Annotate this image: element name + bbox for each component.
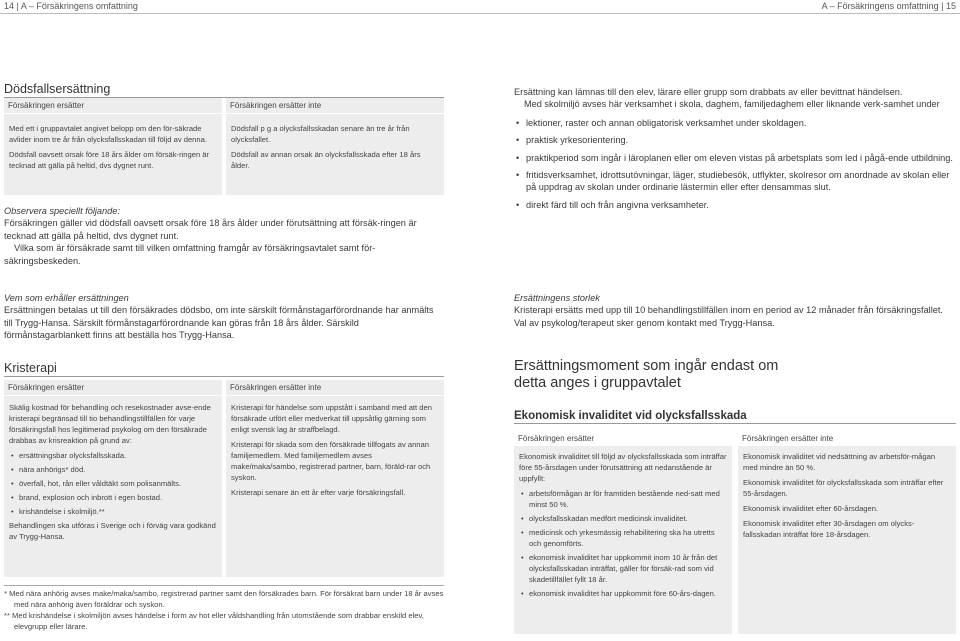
list-item: • praktikperiod som ingår i läroplanen eller om eleven vistas på arbetsplats som led i pågå-ende utbildning. [514,152,956,164]
dodsfall-not-covered-head: Försäkringen ersätter inte [226,98,444,114]
kristerapi-not-covered-box [226,380,444,577]
skolmiljo-list [514,117,956,211]
header-right: A – Försäkringens omfattning | 15 [821,1,956,11]
dodsfall-observe [4,205,444,267]
ekonomisk-not-covered-p2: Ekonomisk invaliditet för olycksfallsskada som inträffar efter 55-årsdagen. [743,478,944,498]
kristerapi-covered-head: Försäkringen ersätter [4,380,222,396]
moment-title-line-1: Ersättningsmoment som ingår endast om [514,358,779,374]
skolmiljo-intro-2: Med skolmiljö avses här verksamhet i skola, daghem, familjedaghem eller liknande verk-samhet under [524,99,940,110]
storlek-section [514,292,956,329]
ekonomisk-not-covered-box [738,446,956,634]
who-text: Ersättningen betalas ut till den försäkrades dödsbo, om inte särskilt förmånstagarförordnande har anmälts till Trygg-Hansa. Särskilt förmånstagarförordnande kan göras från 18 års ålder. Särskild förmånstagarblankett finns att beställa hos Trygg-Hansa. [4,305,434,341]
list-item: • arbetsförmågan är för framtiden bestående ned-satt med minst 50 %. [519,488,727,510]
list-item: • ekonomisk invaliditet har uppkommit inom 10 år från det olycksfallsskadan inträffat, gäller för försäk-rad som vid skadetillfället fyllt 18 år. [519,552,727,585]
dodsfall-who [4,292,444,342]
dodsfall-not-covered-box [226,98,444,195]
kristerapi-not-covered-p3: Kristerapi senare än ett år efter varje försäkringsfall. [231,488,406,497]
ekonomisk-section [514,410,956,424]
page-header [0,0,960,14]
list-item: • fritidsverksamhet, idrottsutövningar, läger, studiebesök, utflykter, skolresor om anordnade av skolan eller på uppdrag av skolan under ordinarie lästermin eller efter densammas slut. [514,169,956,194]
moment-title-line-2: detta anges i gruppavtalet [514,375,681,391]
dodsfall-covered-p2: Dödsfall oavsett orsak före 18 års ålder om försäk-ringen är tecknad att gälla på heltid, dvs dygnet runt. [9,150,210,170]
kristerapi-covered-outro: Behandlingen ska utföras i Sverige och i förväg vara godkänd av Trygg-Hansa. [9,521,216,541]
list-item: • praktisk yrkesorientering. [514,134,956,146]
kristerapi-covered-list [9,450,217,517]
ekonomisk-covered-intro: Ekonomisk invaliditet till följd av olycksfallsskada som inträffar före 55-årsdagen under förutsättning att nedanstående är uppfyllt: [519,452,727,483]
kristerapi-covered-intro: Skälig kostnad för behandling och resekostnader avse-ende kristerapi begränsad till tio behandlingstillfällen för varje försäkringsfall hos legitimerad psykolog om den försäkrade drabbas av krisreaktion på grund av: [9,403,211,445]
kristerapi-not-covered-p2: Kristerapi för skada som den försäkrade tillfogats av annan familjemedlem. Med familjemedlem avses make/maka/sambo, registrerad partner, barn, föräld-rar och syskon. [231,440,431,482]
skolmiljo-intro-1: Ersättning kan lämnas till den elev, lärare eller grupp som drabbats av eller bevittnat händelsen. [514,87,903,97]
list-item: • olycksfallsskadan medfört medicinsk invaliditet. [519,513,727,524]
storlek-label: Ersättningens storlek [514,293,600,303]
kristerapi-not-covered-p1: Kristerapi för händelse som uppstått i samband med att den försäkrade utfört eller medverkat till uppsåtlig gärning som enligt svensk lag är straffbelagd. [231,403,432,434]
list-item: • lektioner, raster och annan obligatorisk verksamhet under skoldagen. [514,117,956,129]
observe-p1: Försäkringen gäller vid dödsfall oavsett orsak före 18 års ålder under förutsättning att försäk-ringen är tecknad att gälla på heltid, dvs dygnet runt. [4,218,417,241]
ekonomisk-title: Ekonomisk invaliditet vid olycksfallsskada [514,410,956,424]
list-item: • ekonomisk invaliditet har uppkommit före 60-års-dagen. [519,588,727,599]
list-item: • direkt färd till och från angivna verksamheter. [514,199,956,211]
dodsfall-not-covered-p1: Dödsfall p g a olycksfallsskadan senare än tre år från olycksfallet. [231,124,410,144]
dodsfall-covered-box [4,98,222,195]
dodsfall-covered-head: Försäkringen ersätter [4,98,222,114]
observe-p2: Vilka som är försäkrade samt till vilken omfattning framgår av försäkringsavtalet samt för-säkringsbeskeden. [4,243,376,266]
header-left: 14 | A – Försäkringens omfattning [4,1,138,11]
footnotes [4,585,444,632]
moment-title [514,358,956,392]
list-item: • ersättningsbar olycksfallsskada. [9,450,217,461]
dodsfall-title: Dödsfallsersättning [4,82,444,98]
dodsfall-covered-p1: Med ett i gruppavtalet angivet belopp om den för-säkrade avlider inom tre år från olycksfallsskadan till följd av denna. [9,124,207,144]
ekonomisk-covered-head: Försäkringen ersätter [518,434,595,443]
header-rule [0,13,960,14]
kristerapi-not-covered-head: Försäkringen ersätter inte [226,380,444,396]
footnote-1: * Med nära anhörig avses make/maka/sambo, registrerad partner samt den försäkrades barn. För försäkrat barn under 18 år avses med nära anhörig även föräldrar och syskon. [4,589,444,609]
list-item: • överfall, hot, rån eller våldtäkt som polisanmälts. [9,478,217,489]
kristerapi-covered-box [4,380,222,577]
kristerapi-title: Kristerapi [4,361,444,377]
storlek-text: Kristerapi ersätts med upp till 10 behandlingstillfällen inom en period av 12 månader från försäkringsfallet. Val av psykolog/terapeut sker genom kontakt med Trygg-Hansa. [514,305,943,328]
ekonomisk-covered-list [519,488,727,599]
ekonomisk-not-covered-head: Försäkringen ersätter inte [742,434,834,443]
footnote-2: ** Med krishändelse i skolmiljön avses händelse i form av hot eller våldshandling från utomstående som drabbar enskild elev, elevgrupp eller lärare. [4,611,424,631]
ekonomisk-covered-box [514,446,732,634]
kristerapi-section [4,361,444,377]
skolmiljo-section [514,86,956,216]
list-item: • brand, explosion och inbrott i egen bostad. [9,492,217,503]
dodsfall-not-covered-p2: Dödsfall av annan orsak än olycksfallsskada efter 18 års ålder. [231,150,421,170]
list-item: • krishändelse i skolmiljö.** [9,506,217,517]
ekonomisk-not-covered-p4: Ekonomisk invaliditet efter 30-årsdagen om olycks-fallsskadan inträffat före 18-årsdagen. [743,519,915,539]
list-item: • medicinsk och yrkesmässig rehabilitering ska ha utretts och genomförts. [519,527,727,549]
ekonomisk-not-covered-p3: Ekonomisk invaliditet efter 60-årsdagen. [743,504,879,513]
who-label: Vem som erhåller ersättningen [4,293,129,303]
list-item: • nära anhörigs* död. [9,464,217,475]
observe-label: Observera speciellt följande: [4,206,120,216]
ekonomisk-not-covered-p1: Ekonomisk invaliditet vid nedsättning av arbetsför-mågan med mindre än 50 %. [743,452,936,472]
dodsfall-section [4,82,444,98]
